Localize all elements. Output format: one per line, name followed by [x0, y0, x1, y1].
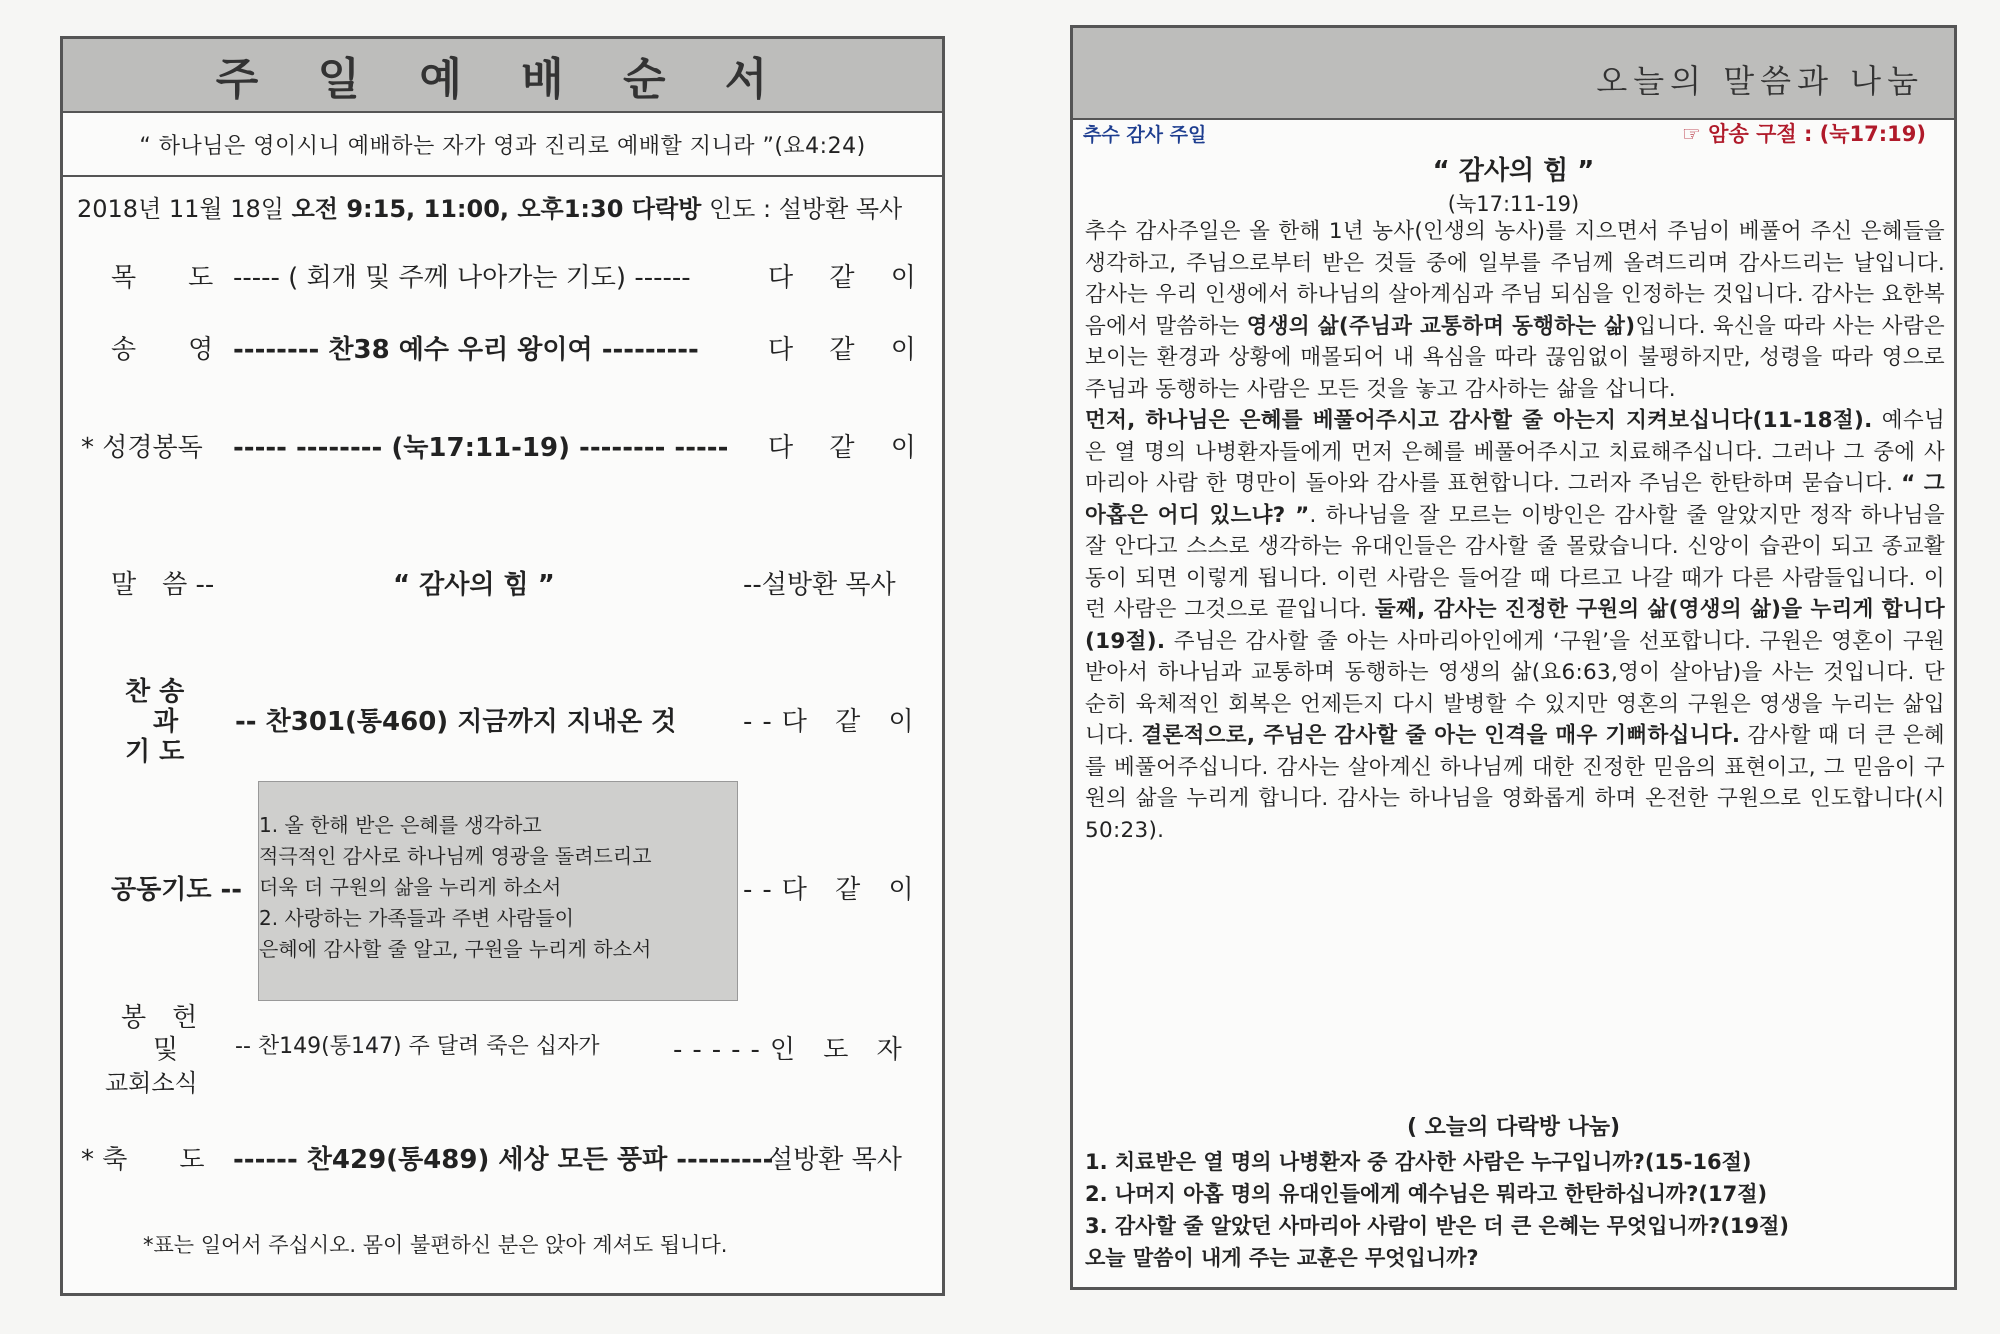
order-item-sermon — [63, 564, 943, 604]
discussion-heading: ( 오늘의 다락방 나눔) — [1406, 1115, 1621, 1140]
paragraph-4: 감사할 때 더 큰 은혜를 베풀어주십니다. 감사는 살아계신 하나님께 대한 진정한 믿음의 표현이고, 그 믿음이 구원의 삶을 누리게 합니다. 감사는 하나님을 영화롭게 하며 온전한 구원으로 인도합니다(시50:23). — [1085, 723, 1945, 843]
sermon-header — [1073, 28, 1954, 120]
order-item-praise — [63, 329, 943, 369]
sermon-title: “ 감사의 힘 ” — [1432, 156, 1595, 186]
discussion-question: 3. 감사할 줄 알았던 사마리아 사람이 받은 더 큰 은혜는 무엇입니까?(19절) — [1085, 1214, 1790, 1238]
quote-where-nine: “ 그 아홉은 어디 있느냐? ” — [1085, 471, 1945, 528]
order-label: 및 — [153, 1035, 179, 1065]
sermon-panel — [1070, 25, 1957, 1290]
discussion-question: 1. 치료받은 열 명의 나병환자 중 감사한 사람은 누구입니까?(15-16절) — [1085, 1150, 1752, 1174]
prayer-line: 1. 올 한해 받은 은혜를 생각하고 — [259, 813, 542, 837]
order-performer: 다 같 이 — [768, 433, 930, 463]
worship-order-panel — [60, 36, 945, 1296]
order-label: * 성경봉독 — [81, 433, 203, 463]
service-date: 2018년 11월 18일 — [77, 195, 284, 223]
order-item-silent-prayer — [63, 257, 943, 297]
standing-note: *표는 일어서 주십시오. 몸이 불편하신 분은 앉아 계셔도 됩니다. — [143, 1233, 728, 1257]
order-performer: 다 같 이 — [768, 263, 930, 293]
order-label: 찬 송 — [125, 677, 185, 707]
order-performer: --설방환 목사 — [743, 570, 896, 600]
service-leader: 인도 : 설방환 목사 — [708, 195, 903, 223]
order-item-offering-label-3 — [63, 1063, 943, 1103]
point-second: 둘째, 감사는 진정한 구원의 삶(영생의 삶)을 누리게 합니다(19절). — [1085, 597, 1945, 654]
order-content: -- 찬301(통460) 지금까지 지내온 것 — [235, 707, 677, 737]
order-label: 공동기도 -- — [111, 875, 243, 905]
sermon-reference: (눅17:11-19) — [1447, 192, 1580, 216]
sermon-body — [1085, 216, 1945, 846]
order-label: 기 도 — [125, 737, 185, 767]
order-performer: -----인 도 자 — [673, 1035, 912, 1065]
order-performer: 설방환 목사 — [768, 1145, 902, 1175]
order-label: 목 도 — [111, 263, 214, 293]
order-label: 봉 헌 — [121, 1003, 198, 1033]
service-date-line — [77, 189, 902, 224]
order-content: ----- ( 회개 및 주께 나아가는 기도) ------ — [233, 263, 691, 293]
order-content: ------ 찬429(통489) 세상 모든 풍파 --------- — [233, 1145, 774, 1175]
order-item-hymn-label-3 — [63, 731, 943, 771]
order-content: -------- 찬38 예수 우리 왕이여 --------- — [233, 335, 699, 365]
prayer-line: 더욱 더 구원의 삶을 누리게 하소서 — [259, 875, 562, 899]
emphasis-eternal-life: 영생의 삶(주님과 교통하며 동행하는 삶) — [1246, 313, 1636, 339]
common-prayer-box — [258, 781, 738, 1001]
prayer-line: 적극적인 감사로 하나님께 영광을 돌려드리고 — [259, 844, 652, 868]
theme-verse: “ 하나님은 영이시니 예배하는 자가 영과 진리로 예배할 지니라 ”(요4:24) — [63, 113, 942, 177]
order-content: ----- -------- (눅17:11-19) -------- ----- — [233, 433, 729, 463]
paragraph-2-cont: . 하나님을 잘 모르는 이방인은 감사할 줄 알았지만 정작 하나님을 잘 안다고 스스로 생각하는 유대인들은 감사할 줄 몰랐습니다. 신앙이 습관이 되고 종교활동이 되면 이렇게 됩니다. 이런 사람은 들어갈 때 다르고 나갈 때가 다른 사람들입니다. 이런 사람은 그것으로 끝입니다. — [1085, 502, 1945, 622]
worship-order-title: 주 일 예 배 순 서 — [63, 39, 942, 113]
sunday-tag: 추수 감사 주일 — [1083, 124, 1207, 146]
order-label: 송 영 — [111, 335, 214, 365]
sermon-title: “ 감사의 힘 ” — [393, 570, 555, 600]
order-performer: --다 같 이 — [743, 875, 924, 905]
order-item-scripture — [63, 427, 943, 467]
paragraph-1: 추수 감사주일은 올 한해 1년 농사(인생의 농사)를 지으면서 주님이 베풀어 주신 은혜들을 생각하고, 주님으로부터 받은 것들 중에 일부를 주님께 올려드리며 감사드리는 날입니다. 감사는 우리 인생에서 하나님의 살아계심과 주님 되심을 인정하는 것입니다. 감사는 요한복음에서 말씀하는 — [1085, 219, 1945, 339]
order-item-benediction — [63, 1139, 943, 1179]
order-label: 말 씀 -- — [111, 570, 215, 600]
memory-verse: ☞ 암송 구절 : (눅17:19) — [1682, 122, 1926, 146]
prayer-line: 2. 사랑하는 가족들과 주변 사람들이 — [259, 906, 574, 930]
service-times: 오전 9:15, 11:00, 오후1:30 다락방 — [291, 195, 702, 223]
order-performer: --다 같 이 — [743, 707, 924, 737]
order-performer: 다 같 이 — [768, 335, 930, 365]
point-conclusion: 결론적으로, 주님은 감사할 줄 아는 인격을 매우 기뻐하십니다. — [1141, 723, 1741, 748]
order-label: * 축 도 — [81, 1145, 205, 1175]
order-label: 과 — [153, 707, 179, 737]
discussion-question: 오늘 말씀이 내게 주는 교훈은 무엇입니까? — [1085, 1246, 1479, 1270]
point-first: 먼저, 하나님은 은혜를 베풀어주시고 감사할 줄 아는지 지켜보십니다(11-18절). — [1085, 408, 1873, 433]
prayer-line: 은혜에 감사할 줄 알고, 구원을 누리게 하소서 — [259, 937, 652, 961]
order-content: -- 찬149(통147) 주 달려 죽은 십자가 — [235, 1034, 600, 1059]
discussion-question: 2. 나머지 아홉 명의 유대인들에게 예수님은 뭐라고 한탄하십니까?(17절) — [1085, 1182, 1768, 1206]
paragraph-2: 예수님은 열 명의 나병환자들에게 먼저 은혜를 베풀어주시고 치료해주십니다. 그러나 그 중에 사마리아 사람 한 명만이 돌아와 감사를 표현합니다. 그러자 주님은 한탄하며 묻습니다. — [1085, 408, 1946, 496]
paragraph-3: 주님은 감사할 줄 아는 사마리아인에게 ‘구원’을 선포합니다. 구원은 영혼이 구원 받아서 하나님과 교통하며 동행하는 영생의 삶(요6:63,영이 살아남)을 사는 것입니다. 단순히 육체적인 회복은 언제든지 다시 발병할 수 있지만 영혼의 구원은 영생을 누리는 삶입니다. — [1085, 628, 1945, 748]
sermon-header-title: 오늘의 말씀과 나눔 — [1596, 62, 1924, 100]
paragraph-1-cont: 입니다. 육신을 따라 사는 사람은 보이는 환경과 상황에 매몰되어 내 욕심을 따라 끊임없이 불평하지만, 성령을 따라 영으로 주님과 동행하는 사람은 모든 것을 놓고 감사하는 삶을 삽니다. — [1085, 313, 1945, 402]
order-label: 교회소식 — [105, 1069, 198, 1097]
